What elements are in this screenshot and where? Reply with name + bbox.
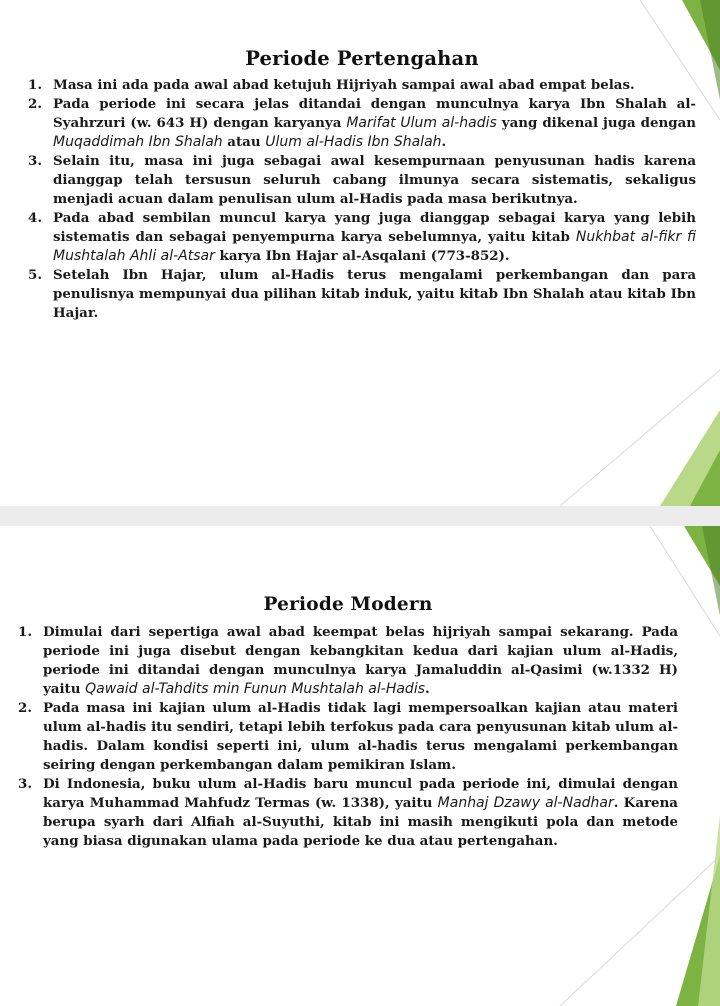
slide-title: Periode Modern — [263, 594, 433, 615]
list-item-text: Dimulai dari sepertiga awal abad keempat belas hijriyah sampai sekarang. Pada periode ini juga disebut dengan kebangkitan kedua dari kajian ulum al-Hadis, periode ini ditandai dengan munculnya karya Jamaluddin al-Qasimi (w.1332 H) yaitu — [43, 624, 678, 697]
list-number: 4. — [28, 210, 42, 226]
list-item-text: Pada periode ini secara jelas ditandai dengan munculnya karya Ibn Shalah al-Syahrzuri (w. 643 H) dengan karyanya — [53, 96, 696, 131]
slide-gap — [0, 506, 720, 526]
book-title-text: Muqaddimah Ibn Shalah — [53, 134, 223, 150]
list-item — [18, 623, 678, 699]
numbered-list — [28, 76, 696, 323]
list-item-text: Selain itu, masa ini juga sebagai awal kesempurnaan penyusunan hadis karena dianggap telah tersusun seluruh cabang ilmunya secara sistematis, sekaligus menjadi acuan dalam penulisan ulum al-Hadis pada masa berikutnya. — [53, 153, 696, 207]
list-number: 5. — [28, 267, 42, 283]
numbered-list — [18, 623, 678, 851]
list-item-text: . — [441, 134, 447, 150]
list-item — [18, 699, 678, 775]
list-item — [28, 95, 696, 152]
list-number: 1. — [28, 77, 42, 93]
list-item — [28, 266, 696, 323]
list-item-text: Di Indonesia, buku ulum al-Hadis baru muncul pada periode ini, dimulai dengan karya Muhammad Mahfudz Termas (w. 1338), yaitu — [43, 776, 678, 811]
list-number: 2. — [28, 96, 42, 112]
list-number: 3. — [28, 153, 42, 169]
list-number: 2. — [18, 700, 32, 716]
book-title-text: Ulum al-Hadis Ibn Shalah — [265, 134, 442, 150]
list-item-text: atau — [222, 134, 266, 150]
list-item — [28, 152, 696, 209]
slide-title: Periode Pertengahan — [245, 47, 479, 70]
book-title-text: Qawaid al-Tahdits min Funun Mushtalah al-Hadis — [85, 681, 425, 697]
slide-periode-modern — [0, 526, 720, 1006]
book-title-text: Nukhbat al-fikr fi Mushtalah Ahli al-Atsar — [53, 229, 697, 264]
list-item-text: yang dikenal juga dengan — [496, 115, 696, 131]
list-item-text: . Karena berupa syarh dari Alfiah al-Suyuthi, kitab ini masih mengikuti pola dan metode yang biasa digunakan ulama pada periode ke dua atau pertengahan. — [43, 795, 678, 849]
list-item-text: Pada abad sembilan muncul karya yang juga dianggap sebagai karya yang lebih sistematis dan sebagai penyempurna karya sebelumnya, yaitu kitab — [53, 210, 696, 245]
book-title-text: Manhaj Dzawy al-Nadhar — [437, 795, 614, 811]
list-item-text: karya Ibn Hajar al-Asqalani (773-852). — [214, 248, 510, 264]
list-item — [28, 76, 696, 95]
list-item — [28, 209, 696, 266]
list-item-text: Setelah Ibn Hajar, ulum al-Hadis terus mengalami perkembangan dan para penulisnya mempunyai dua pilihan kitab induk, yaitu kitab Ibn Shalah atau kitab Ibn Hajar. — [53, 267, 696, 321]
list-item — [18, 775, 678, 851]
list-number: 3. — [18, 776, 32, 792]
list-number: 1. — [18, 624, 32, 640]
list-item-text: Masa ini ada pada awal abad ketujuh Hijriyah sampai awal abad empat belas. — [53, 77, 635, 93]
list-item-text: . — [425, 681, 430, 697]
book-title-text: Marifat Ulum al-hadis — [346, 115, 497, 131]
list-item-text: Pada masa ini kajian ulum al-Hadis tidak lagi mempersoalkan kajian atau materi ulum al-hadis itu sendiri, tetapi lebih terfokus pada cara penyusunan kitab ulum al-hadis. Dalam kondisi seperti ini, ulum al-hadis terus mengalami perkembangan seiring dengan perkembangan dalam pemikiran Islam. — [43, 700, 678, 773]
